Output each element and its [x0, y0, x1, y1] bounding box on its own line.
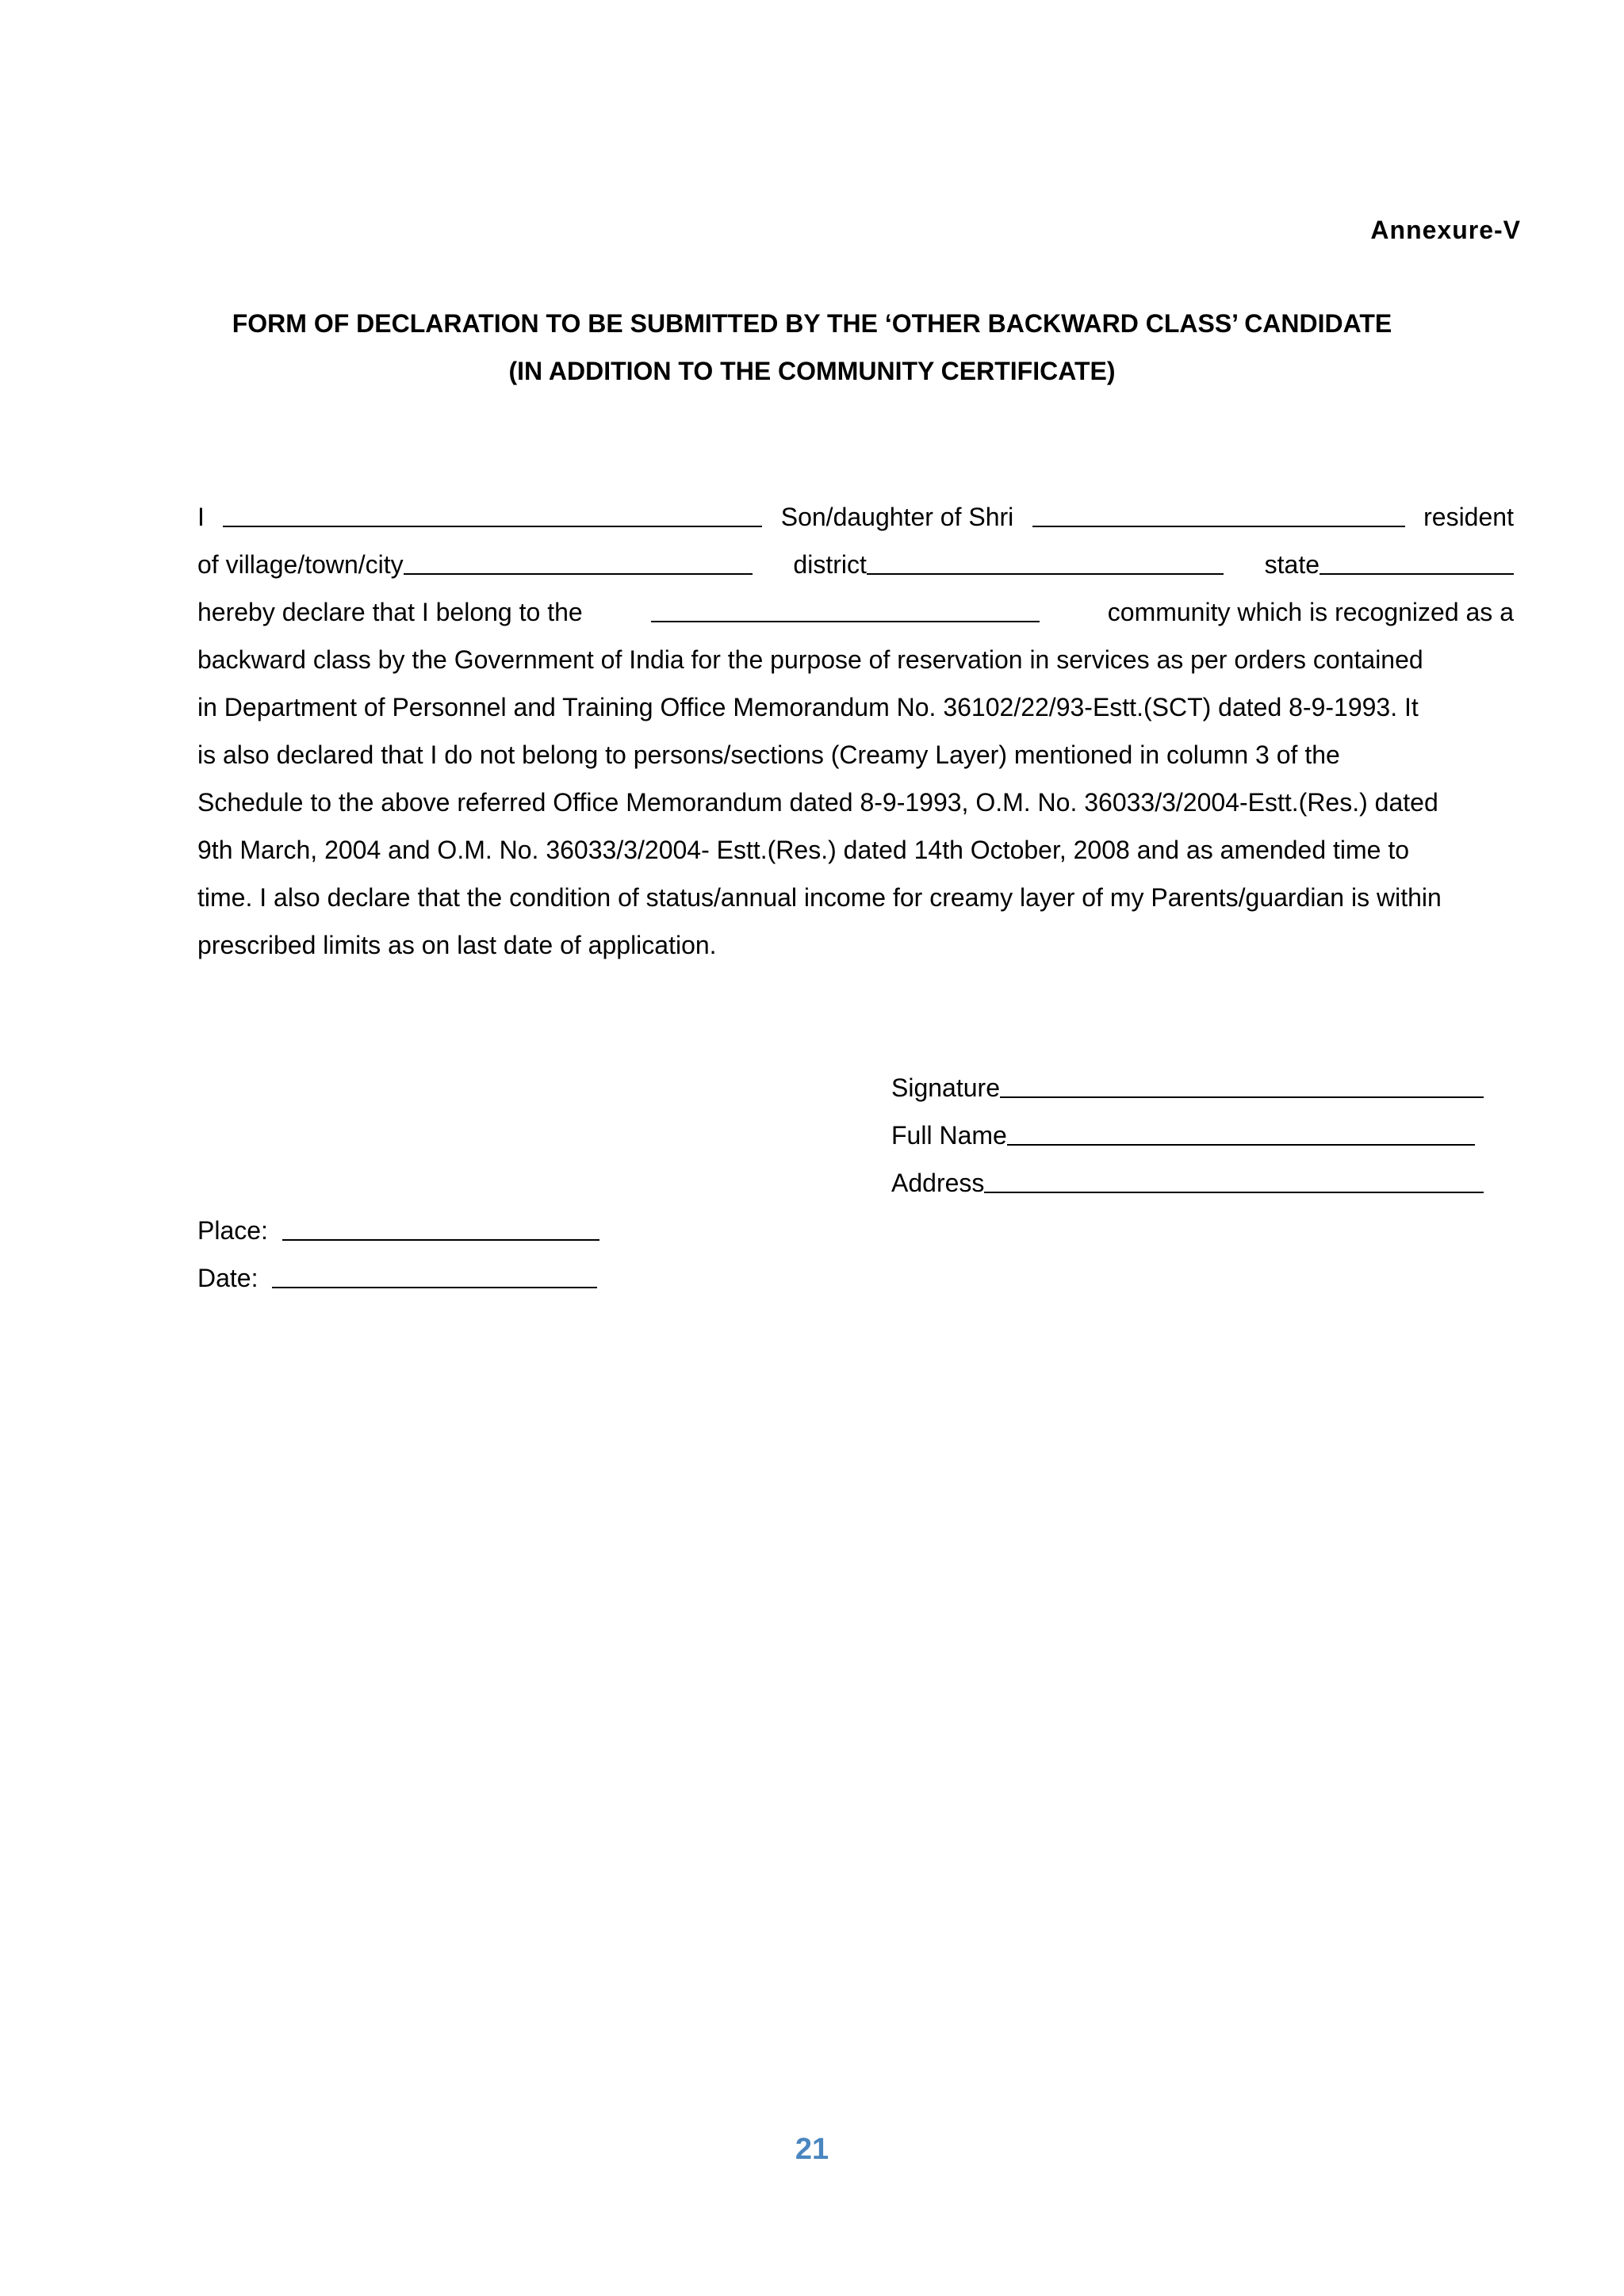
page-number: 21: [795, 2133, 829, 2166]
declaration-text: I: [197, 503, 205, 531]
declaration-text: Son/daughter of Shri: [780, 503, 1014, 531]
father-name-blank[interactable]: [1032, 502, 1405, 527]
candidate-name-blank[interactable]: [223, 502, 762, 527]
place-row: [197, 1213, 599, 1248]
annexure-label: Annexure-V: [1370, 216, 1521, 244]
date-blank[interactable]: [272, 1263, 597, 1288]
address-row: [891, 1165, 1484, 1200]
district-blank[interactable]: [867, 549, 1224, 575]
date-row: [197, 1261, 599, 1295]
full-name-label: Full Name: [891, 1121, 1007, 1150]
declaration-text: in Department of Personnel and Training Office Memorandum No. 36102/22/93-Estt.(SCT) dated 8-9-1993. It: [197, 693, 1419, 721]
signature-label: Signature: [891, 1073, 1000, 1102]
declaration-text: prescribed limits as on last date of application.: [197, 931, 717, 959]
full-name-row: [891, 1118, 1484, 1153]
declaration-text: Schedule to the above referred Office Memorandum dated 8-9-1993, O.M. No. 36033/3/2004-Estt.(Res.) dated: [197, 788, 1438, 817]
signature-block: [891, 1070, 1484, 1200]
declaration-text: district: [793, 550, 867, 579]
signature-blank[interactable]: [1000, 1073, 1484, 1098]
state-blank[interactable]: [1320, 549, 1514, 575]
declaration-line-10: [197, 928, 1514, 962]
declaration-line-2: [197, 547, 1514, 582]
form-title: FORM OF DECLARATION TO BE SUBMITTED BY THE ‘OTHER BACKWARD CLASS’ CANDIDATE: [232, 309, 1392, 338]
declaration-line-3: [197, 595, 1514, 629]
declaration-line-7: [197, 785, 1514, 820]
form-subtitle: (IN ADDITION TO THE COMMUNITY CERTIFICATE): [508, 357, 1116, 385]
declaration-text: time. I also declare that the condition of status/annual income for creamy layer of my Parents/guardian is within: [197, 883, 1442, 912]
date-label: Date:: [197, 1264, 259, 1292]
declaration-text: community which is recognized as a: [1107, 598, 1514, 626]
declaration-text: backward class by the Government of India for the purpose of reservation in services as per orders contained: [197, 645, 1423, 674]
address-label: Address: [891, 1169, 985, 1197]
declaration-text: state: [1264, 550, 1320, 579]
declaration-text: 9th March, 2004 and O.M. No. 36033/3/2004- Estt.(Res.) dated 14th October, 2008 and as amended time to: [197, 836, 1410, 864]
declaration-line-6: [197, 737, 1514, 772]
declaration-text: resident: [1423, 503, 1514, 531]
place-blank[interactable]: [282, 1215, 599, 1241]
declaration-line-4: [197, 642, 1514, 677]
community-blank[interactable]: [651, 597, 1040, 622]
signature-row: [891, 1070, 1484, 1105]
place-date-block: [197, 1213, 599, 1295]
village-blank[interactable]: [404, 549, 753, 575]
declaration-line-1: [197, 499, 1514, 534]
declaration-text: is also declared that I do not belong to persons/sections (Creamy Layer) mentioned in column 3 of the: [197, 740, 1340, 769]
declaration-line-8: [197, 832, 1514, 867]
declaration-text-with-blank: [197, 547, 753, 582]
address-blank[interactable]: [984, 1168, 1484, 1193]
place-label: Place:: [197, 1216, 268, 1245]
declaration-text-with-blank: [1265, 547, 1514, 582]
declaration-text: of village/town/city: [197, 550, 404, 579]
declaration-text-with-blank: [793, 547, 1223, 582]
full-name-blank[interactable]: [1007, 1120, 1475, 1146]
declaration-text: hereby declare that I belong to the: [197, 598, 583, 626]
declaration-line-9: [197, 880, 1514, 915]
declaration-line-5: [197, 690, 1514, 725]
